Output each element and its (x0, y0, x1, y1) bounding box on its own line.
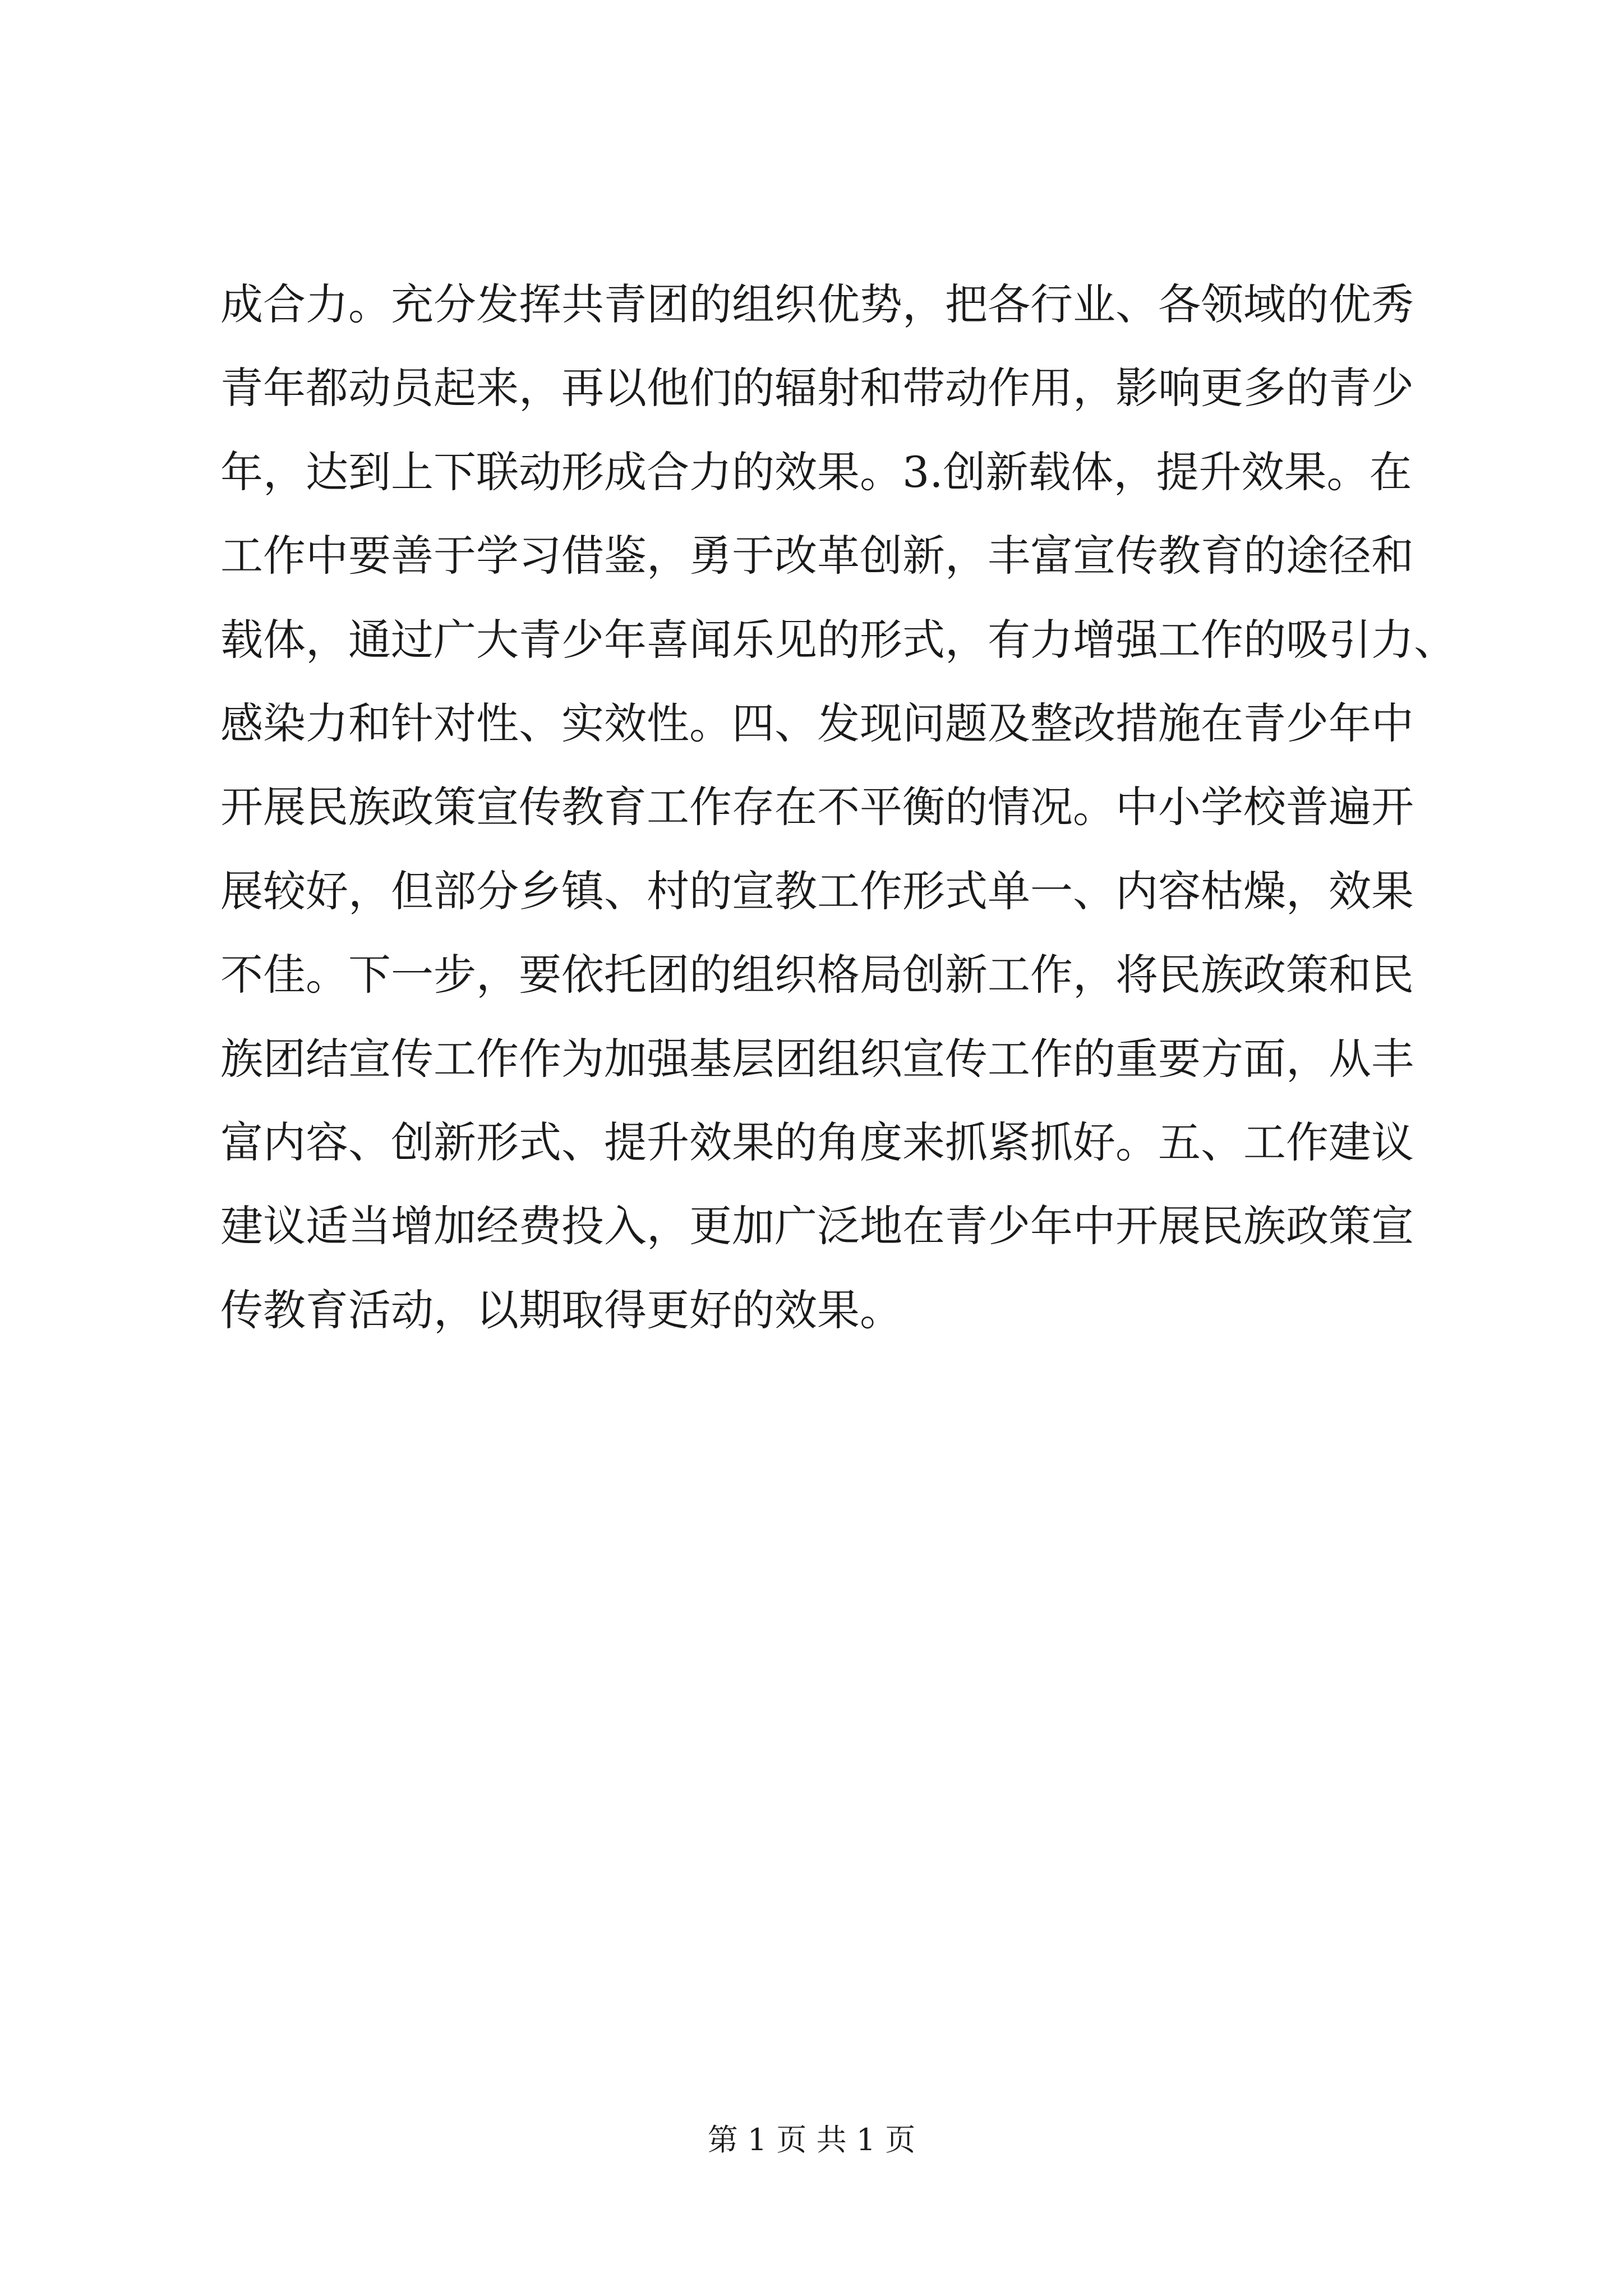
text-line-6: 感染力和针对性、实效性。四、发现问题及整改措施在青少年中 (220, 698, 1414, 748)
text-line-13: 传教育活动，以期取得更好的效果。 (220, 1285, 902, 1335)
text-line-10: 族团结宣传工作作为加强基层团组织宣传工作的重要方面，从丰 (220, 1033, 1414, 1084)
text-line-12: 建议适当增加经费投入，更加广泛地在青少年中开展民族政策宣 (220, 1201, 1414, 1251)
text-line-2: 青年都动员起来，再以他们的辐射和带动作用，影响更多的青少 (220, 363, 1414, 413)
text-line-4: 工作中要善于学习借鉴，勇于改革创新，丰富宣传教育的途径和 (220, 531, 1414, 581)
text-line-5: 载体，通过广大青少年喜闻乐见的形式，有力增强工作的吸引力、 (220, 614, 1456, 665)
page-footer (0, 2118, 1623, 2162)
text-line-11: 富内容、创新形式、提升效果的角度来抓紧抓好。五、工作建议 (220, 1117, 1414, 1167)
text-line-1: 成合力。充分发挥共青团的组织优势，把各行业、各领域的优秀 (220, 279, 1414, 329)
text-line-8: 展较好，但部分乡镇、村的宣教工作形式单一、内容枯燥，效果 (220, 866, 1414, 916)
page-number-label: 第 1 页 共 1 页 (707, 2122, 916, 2157)
text-line-9: 不佳。下一步，要依托团的组织格局创新工作，将民族政策和民 (220, 950, 1414, 1000)
text-line-3: 年，达到上下联动形成合力的效果。3.创新载体，提升效果。在 (220, 447, 1412, 497)
text-line-7: 开展民族政策宣传教育工作存在不平衡的情况。中小学校普遍开 (220, 782, 1414, 832)
body-text (220, 263, 1456, 1352)
